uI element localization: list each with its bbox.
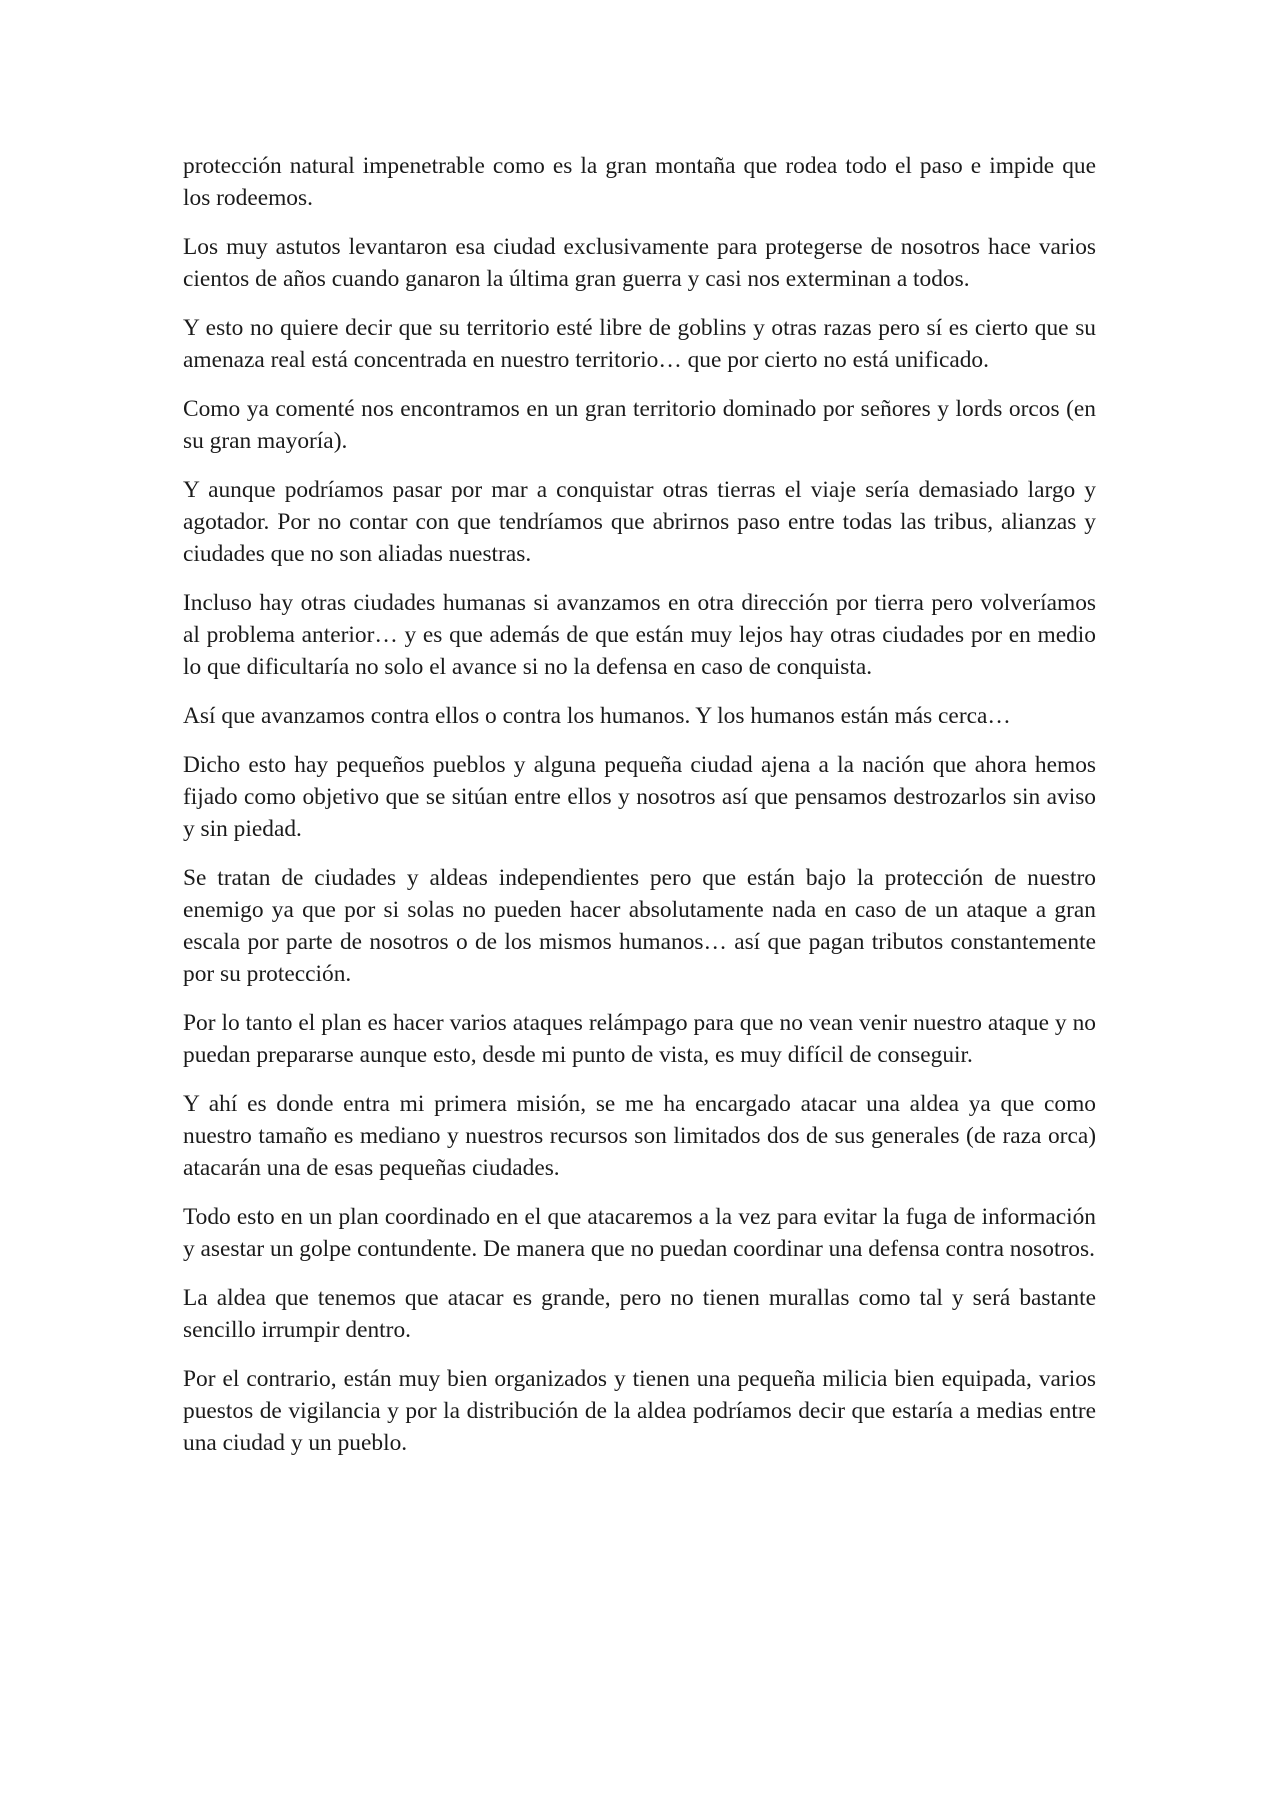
paragraph-9: Se tratan de ciudades y aldeas independientes pero que están bajo la protección de nuestro enemigo ya que por si solas no pueden hacer absolutamente nada en caso de un ataque a gran escala por parte de nosotros o de los mismos humanos… así que pagan tributos constantemente por su protección. [183,865,1096,987]
paragraph-3: Y esto no quiere decir que su territorio esté libre de goblins y otras razas pero sí es cierto que su amenaza real está concentrada en nuestro territorio… que por cierto no está unificado. [183,315,1096,373]
document-page [183,150,1096,1476]
paragraph-2: Los muy astutos levantaron esa ciudad exclusivamente para protegerse de nosotros hace varios cientos de años cuando ganaron la última gran guerra y casi nos exterminan a todos. [183,234,1096,292]
paragraph-1: protección natural impenetrable como es la gran montaña que rodea todo el paso e impide que los rodeemos. [183,153,1096,211]
paragraph-4: Como ya comenté nos encontramos en un gran territorio dominado por señores y lords orcos (en su gran mayoría). [183,396,1096,454]
paragraph-8: Dicho esto hay pequeños pueblos y alguna pequeña ciudad ajena a la nación que ahora hemos fijado como objetivo que se sitúan entre ellos y nosotros así que pensamos destrozarlos sin aviso y sin piedad. [183,752,1096,842]
paragraph-6: Incluso hay otras ciudades humanas si avanzamos en otra dirección por tierra pero volveríamos al problema anterior… y es que además de que están muy lejos hay otras ciudades por en medio lo que dificultaría no solo el avance si no la defensa en caso de conquista. [183,590,1096,680]
paragraph-11: Y ahí es donde entra mi primera misión, se me ha encargado atacar una aldea ya que como nuestro tamaño es mediano y nuestros recursos son limitados dos de sus generales (de raza orca) atacarán una de esas pequeñas ciudades. [183,1091,1096,1181]
paragraph-7: Así que avanzamos contra ellos o contra los humanos. Y los humanos están más cerca… [183,703,1011,729]
paragraph-13: La aldea que tenemos que atacar es grande, pero no tienen murallas como tal y será bastante sencillo irrumpir dentro. [183,1285,1096,1343]
paragraph-12: Todo esto en un plan coordinado en el que atacaremos a la vez para evitar la fuga de información y asestar un golpe contundente. De manera que no puedan coordinar una defensa contra nosotros. [183,1204,1096,1262]
paragraph-14: Por el contrario, están muy bien organizados y tienen una pequeña milicia bien equipada, varios puestos de vigilancia y por la distribución de la aldea podríamos decir que estaría a medias entre una ciudad y un pueblo. [183,1366,1096,1456]
paragraph-5: Y aunque podríamos pasar por mar a conquistar otras tierras el viaje sería demasiado largo y agotador. Por no contar con que tendríamos que abrirnos paso entre todas las tribus, alianzas y ciudades que no son aliadas nuestras. [183,477,1096,567]
paragraph-10: Por lo tanto el plan es hacer varios ataques relámpago para que no vean venir nuestro ataque y no puedan prepararse aunque esto, desde mi punto de vista, es muy difícil de conseguir. [183,1010,1096,1068]
